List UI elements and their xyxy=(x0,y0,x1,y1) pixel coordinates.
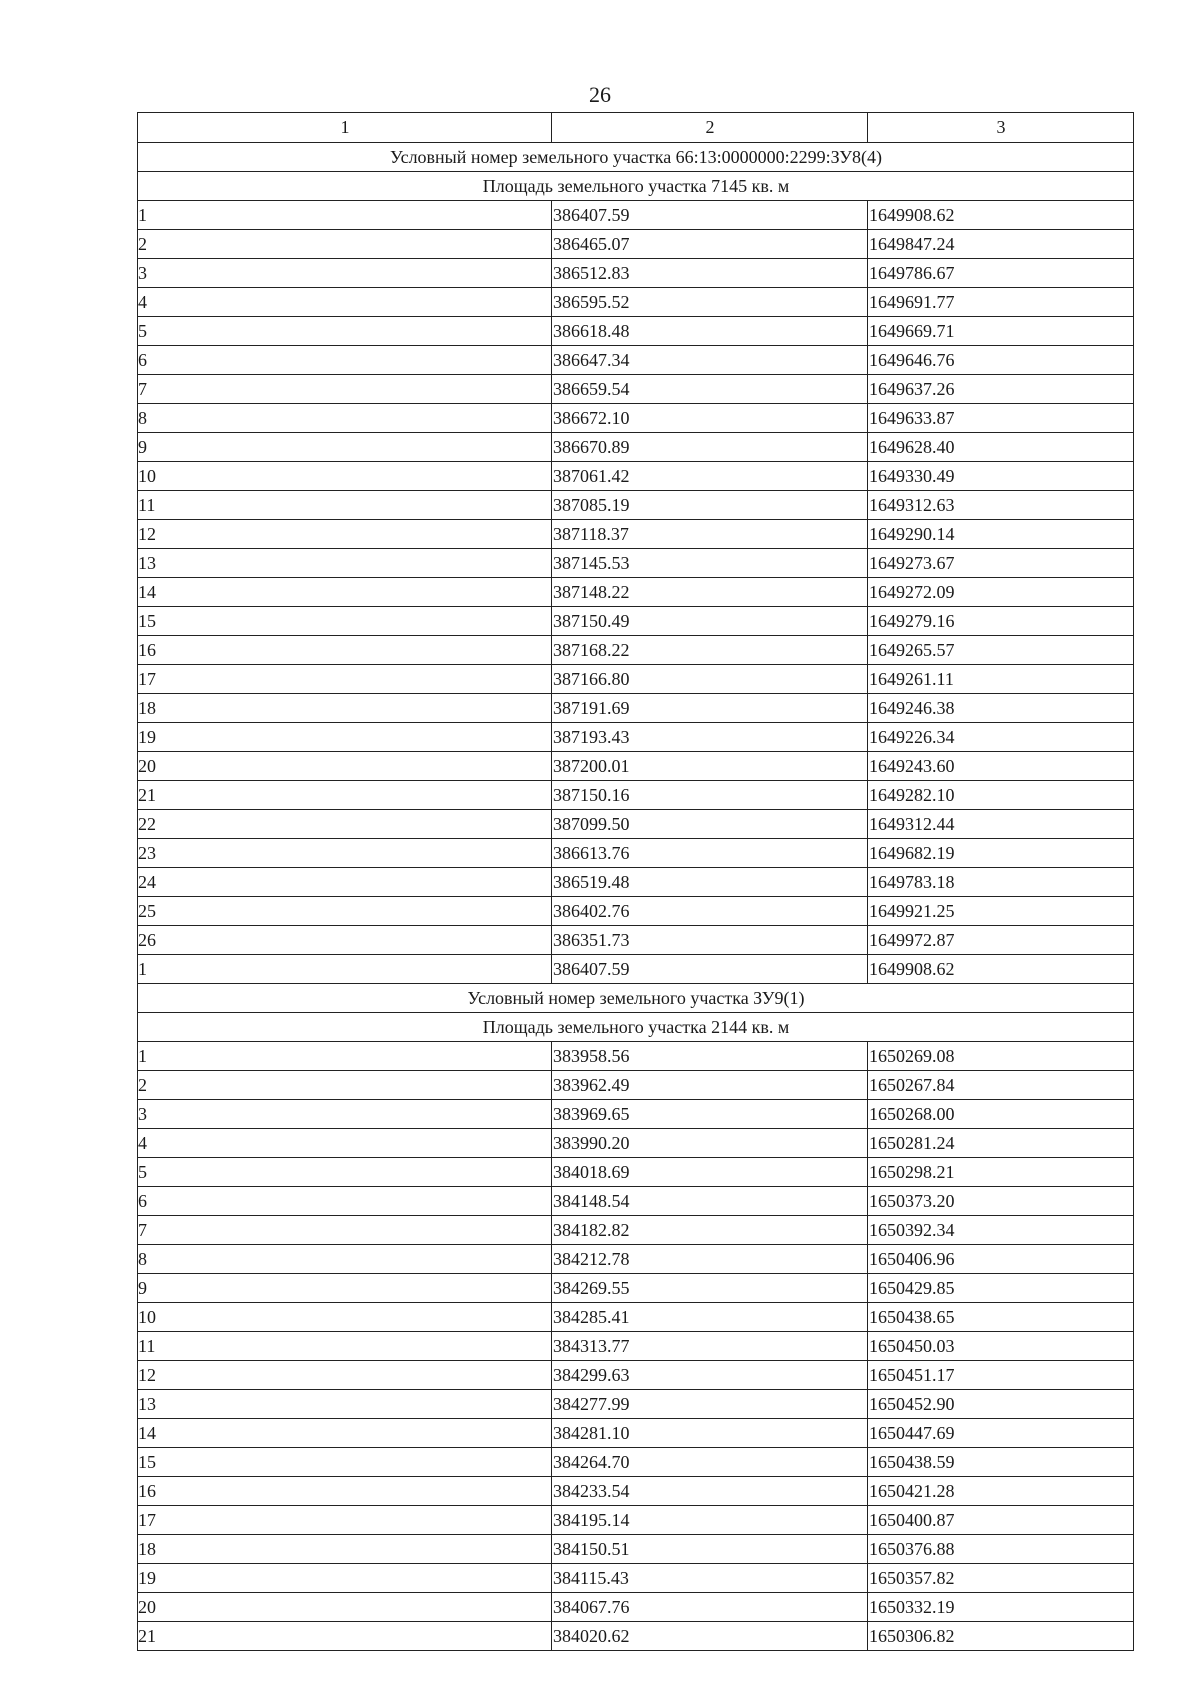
table-row xyxy=(138,752,1134,781)
point-number: 15 xyxy=(138,607,552,636)
coordinates-table xyxy=(137,112,1134,1651)
point-number: 11 xyxy=(138,491,552,520)
point-number: 7 xyxy=(138,375,552,404)
point-number: 21 xyxy=(138,781,552,810)
coordinate-y: 1649847.24 xyxy=(868,230,1134,259)
coordinate-x: 386407.59 xyxy=(552,201,868,230)
point-number: 18 xyxy=(138,1535,552,1564)
parcel-title: Условный номер земельного участка ЗУ9(1) xyxy=(138,984,1134,1013)
table-row xyxy=(138,723,1134,752)
coordinate-x: 384212.78 xyxy=(552,1245,868,1274)
point-number: 13 xyxy=(138,549,552,578)
table-row xyxy=(138,346,1134,375)
table-row xyxy=(138,259,1134,288)
point-number: 10 xyxy=(138,1303,552,1332)
coordinate-y: 1650451.17 xyxy=(868,1361,1134,1390)
point-number: 8 xyxy=(138,1245,552,1274)
coordinate-x: 384281.10 xyxy=(552,1419,868,1448)
table-row xyxy=(138,1216,1134,1245)
coordinate-x: 386672.10 xyxy=(552,404,868,433)
table-row xyxy=(138,1332,1134,1361)
point-number: 11 xyxy=(138,1332,552,1361)
point-number: 17 xyxy=(138,1506,552,1535)
coordinate-x: 386351.73 xyxy=(552,926,868,955)
point-number: 16 xyxy=(138,1477,552,1506)
coordinate-x: 386647.34 xyxy=(552,346,868,375)
table-row xyxy=(138,955,1134,984)
point-number: 6 xyxy=(138,346,552,375)
coordinate-x: 384264.70 xyxy=(552,1448,868,1477)
point-number: 3 xyxy=(138,259,552,288)
point-number: 1 xyxy=(138,201,552,230)
table-row xyxy=(138,375,1134,404)
coordinate-y: 1650376.88 xyxy=(868,1535,1134,1564)
point-number: 9 xyxy=(138,1274,552,1303)
point-number: 5 xyxy=(138,317,552,346)
coordinate-y: 1650392.34 xyxy=(868,1216,1134,1245)
column-header-1: 1 xyxy=(138,113,552,143)
point-number: 24 xyxy=(138,868,552,897)
coordinate-x: 384067.76 xyxy=(552,1593,868,1622)
coordinate-x: 384285.41 xyxy=(552,1303,868,1332)
point-number: 23 xyxy=(138,839,552,868)
point-number: 21 xyxy=(138,1622,552,1651)
coordinate-y: 1649330.49 xyxy=(868,462,1134,491)
table-row xyxy=(138,1274,1134,1303)
coordinate-x: 384195.14 xyxy=(552,1506,868,1535)
coordinate-y: 1649312.63 xyxy=(868,491,1134,520)
coordinate-y: 1649265.57 xyxy=(868,636,1134,665)
coordinate-y: 1649261.11 xyxy=(868,665,1134,694)
coordinate-y: 1649682.19 xyxy=(868,839,1134,868)
point-number: 6 xyxy=(138,1187,552,1216)
page-number: 26 xyxy=(589,82,611,107)
table-row xyxy=(138,868,1134,897)
table-row xyxy=(138,1071,1134,1100)
table-row xyxy=(138,1419,1134,1448)
coordinate-x: 387118.37 xyxy=(552,520,868,549)
coordinate-y: 1649669.71 xyxy=(868,317,1134,346)
coordinate-x: 384233.54 xyxy=(552,1477,868,1506)
table-row xyxy=(138,1448,1134,1477)
coordinate-x: 386407.59 xyxy=(552,955,868,984)
point-number: 3 xyxy=(138,1100,552,1129)
coordinate-y: 1650332.19 xyxy=(868,1593,1134,1622)
parcel-area: Площадь земельного участка 7145 кв. м xyxy=(138,172,1134,201)
point-number: 17 xyxy=(138,665,552,694)
coordinate-y: 1649290.14 xyxy=(868,520,1134,549)
coordinate-x: 383969.65 xyxy=(552,1100,868,1129)
coordinate-x: 387061.42 xyxy=(552,462,868,491)
coordinate-y: 1650268.00 xyxy=(868,1100,1134,1129)
coordinate-y: 1649282.10 xyxy=(868,781,1134,810)
coordinate-x: 384313.77 xyxy=(552,1332,868,1361)
table-row xyxy=(138,201,1134,230)
parcel-area: Площадь земельного участка 2144 кв. м xyxy=(138,1013,1134,1042)
coordinate-y: 1650421.28 xyxy=(868,1477,1134,1506)
point-number: 12 xyxy=(138,520,552,549)
column-header-3: 3 xyxy=(868,113,1134,143)
point-number: 19 xyxy=(138,723,552,752)
column-header-2: 2 xyxy=(552,113,868,143)
coordinate-x: 387191.69 xyxy=(552,694,868,723)
table-row xyxy=(138,317,1134,346)
point-number: 16 xyxy=(138,636,552,665)
coordinate-y: 1649226.34 xyxy=(868,723,1134,752)
coordinate-x: 386595.52 xyxy=(552,288,868,317)
parcel-title-row xyxy=(138,143,1134,172)
coordinate-y: 1650406.96 xyxy=(868,1245,1134,1274)
table-row xyxy=(138,288,1134,317)
coordinate-y: 1650450.03 xyxy=(868,1332,1134,1361)
coordinate-y: 1649783.18 xyxy=(868,868,1134,897)
coordinate-x: 386670.89 xyxy=(552,433,868,462)
table-row xyxy=(138,636,1134,665)
table-row xyxy=(138,578,1134,607)
table-row xyxy=(138,665,1134,694)
coordinate-y: 1649908.62 xyxy=(868,201,1134,230)
coordinate-y: 1650447.69 xyxy=(868,1419,1134,1448)
point-number: 20 xyxy=(138,1593,552,1622)
coordinate-x: 386659.54 xyxy=(552,375,868,404)
coordinate-y: 1650298.21 xyxy=(868,1158,1134,1187)
coordinate-x: 384182.82 xyxy=(552,1216,868,1245)
table-row xyxy=(138,1535,1134,1564)
point-number: 15 xyxy=(138,1448,552,1477)
table-row xyxy=(138,1129,1134,1158)
point-number: 20 xyxy=(138,752,552,781)
coordinate-y: 1649272.09 xyxy=(868,578,1134,607)
table-header-row xyxy=(138,113,1134,143)
table-row xyxy=(138,781,1134,810)
table-row xyxy=(138,462,1134,491)
coordinate-x: 387200.01 xyxy=(552,752,868,781)
coordinate-x: 387148.22 xyxy=(552,578,868,607)
coordinate-y: 1650400.87 xyxy=(868,1506,1134,1535)
point-number: 25 xyxy=(138,897,552,926)
coordinate-x: 387085.19 xyxy=(552,491,868,520)
coordinate-y: 1649246.38 xyxy=(868,694,1134,723)
table-row xyxy=(138,607,1134,636)
table-row xyxy=(138,839,1134,868)
table-row xyxy=(138,810,1134,839)
coordinate-x: 387193.43 xyxy=(552,723,868,752)
table-row xyxy=(138,1564,1134,1593)
coordinate-y: 1650267.84 xyxy=(868,1071,1134,1100)
coordinate-y: 1650429.85 xyxy=(868,1274,1134,1303)
table-row xyxy=(138,1506,1134,1535)
coordinate-y: 1650306.82 xyxy=(868,1622,1134,1651)
coordinate-y: 1650357.82 xyxy=(868,1564,1134,1593)
coordinate-x: 383958.56 xyxy=(552,1042,868,1071)
coordinate-y: 1649273.67 xyxy=(868,549,1134,578)
coordinate-x: 386465.07 xyxy=(552,230,868,259)
table-row xyxy=(138,1303,1134,1332)
coordinate-y: 1649908.62 xyxy=(868,955,1134,984)
point-number: 1 xyxy=(138,1042,552,1071)
coordinate-y: 1649243.60 xyxy=(868,752,1134,781)
coordinate-y: 1649786.67 xyxy=(868,259,1134,288)
table-row xyxy=(138,549,1134,578)
coordinate-x: 384148.54 xyxy=(552,1187,868,1216)
point-number: 26 xyxy=(138,926,552,955)
parcel-title-row xyxy=(138,984,1134,1013)
coordinate-y: 1650438.65 xyxy=(868,1303,1134,1332)
table-row xyxy=(138,230,1134,259)
coordinate-y: 1649628.40 xyxy=(868,433,1134,462)
coordinate-y: 1649972.87 xyxy=(868,926,1134,955)
point-number: 10 xyxy=(138,462,552,491)
point-number: 19 xyxy=(138,1564,552,1593)
coordinate-x: 387150.49 xyxy=(552,607,868,636)
table-row xyxy=(138,1622,1134,1651)
coordinate-x: 383962.49 xyxy=(552,1071,868,1100)
coordinate-y: 1649691.77 xyxy=(868,288,1134,317)
coordinate-y: 1649921.25 xyxy=(868,897,1134,926)
coordinate-y: 1650281.24 xyxy=(868,1129,1134,1158)
coordinate-y: 1649637.26 xyxy=(868,375,1134,404)
table-row xyxy=(138,404,1134,433)
coordinate-x: 383990.20 xyxy=(552,1129,868,1158)
coordinate-x: 384150.51 xyxy=(552,1535,868,1564)
coordinate-y: 1649312.44 xyxy=(868,810,1134,839)
coordinate-y: 1650452.90 xyxy=(868,1390,1134,1419)
point-number: 4 xyxy=(138,288,552,317)
coordinate-x: 386613.76 xyxy=(552,839,868,868)
table-row xyxy=(138,1390,1134,1419)
coordinate-y: 1650438.59 xyxy=(868,1448,1134,1477)
coordinate-x: 387099.50 xyxy=(552,810,868,839)
coordinate-y: 1649279.16 xyxy=(868,607,1134,636)
coordinate-x: 384018.69 xyxy=(552,1158,868,1187)
point-number: 8 xyxy=(138,404,552,433)
coordinate-x: 386512.83 xyxy=(552,259,868,288)
point-number: 14 xyxy=(138,578,552,607)
coordinate-x: 387168.22 xyxy=(552,636,868,665)
table-row xyxy=(138,433,1134,462)
table-row xyxy=(138,694,1134,723)
coordinate-x: 386618.48 xyxy=(552,317,868,346)
coordinate-x: 384020.62 xyxy=(552,1622,868,1651)
point-number: 5 xyxy=(138,1158,552,1187)
point-number: 12 xyxy=(138,1361,552,1390)
coordinate-x: 387145.53 xyxy=(552,549,868,578)
table-row xyxy=(138,1477,1134,1506)
point-number: 9 xyxy=(138,433,552,462)
parcel-area-row xyxy=(138,172,1134,201)
point-number: 22 xyxy=(138,810,552,839)
table-row xyxy=(138,1187,1134,1216)
point-number: 2 xyxy=(138,230,552,259)
table-row xyxy=(138,1245,1134,1274)
table-row xyxy=(138,491,1134,520)
point-number: 7 xyxy=(138,1216,552,1245)
table-row xyxy=(138,1100,1134,1129)
coordinate-x: 387150.16 xyxy=(552,781,868,810)
coordinate-x: 386519.48 xyxy=(552,868,868,897)
coordinate-y: 1649633.87 xyxy=(868,404,1134,433)
point-number: 1 xyxy=(138,955,552,984)
table-row xyxy=(138,1361,1134,1390)
coordinate-x: 384115.43 xyxy=(552,1564,868,1593)
point-number: 13 xyxy=(138,1390,552,1419)
parcel-title: Условный номер земельного участка 66:13:0000000:2299:ЗУ8(4) xyxy=(138,143,1134,172)
coordinate-y: 1650269.08 xyxy=(868,1042,1134,1071)
table-row xyxy=(138,520,1134,549)
point-number: 18 xyxy=(138,694,552,723)
table-row xyxy=(138,1593,1134,1622)
coordinate-y: 1649646.76 xyxy=(868,346,1134,375)
table-row xyxy=(138,1042,1134,1071)
coordinate-x: 384299.63 xyxy=(552,1361,868,1390)
parcel-area-row xyxy=(138,1013,1134,1042)
coordinate-x: 384269.55 xyxy=(552,1274,868,1303)
coordinate-x: 386402.76 xyxy=(552,897,868,926)
coordinate-y: 1650373.20 xyxy=(868,1187,1134,1216)
point-number: 4 xyxy=(138,1129,552,1158)
coordinate-x: 384277.99 xyxy=(552,1390,868,1419)
point-number: 2 xyxy=(138,1071,552,1100)
point-number: 14 xyxy=(138,1419,552,1448)
table-row xyxy=(138,1158,1134,1187)
table-row xyxy=(138,926,1134,955)
coordinate-x: 387166.80 xyxy=(552,665,868,694)
table-row xyxy=(138,897,1134,926)
